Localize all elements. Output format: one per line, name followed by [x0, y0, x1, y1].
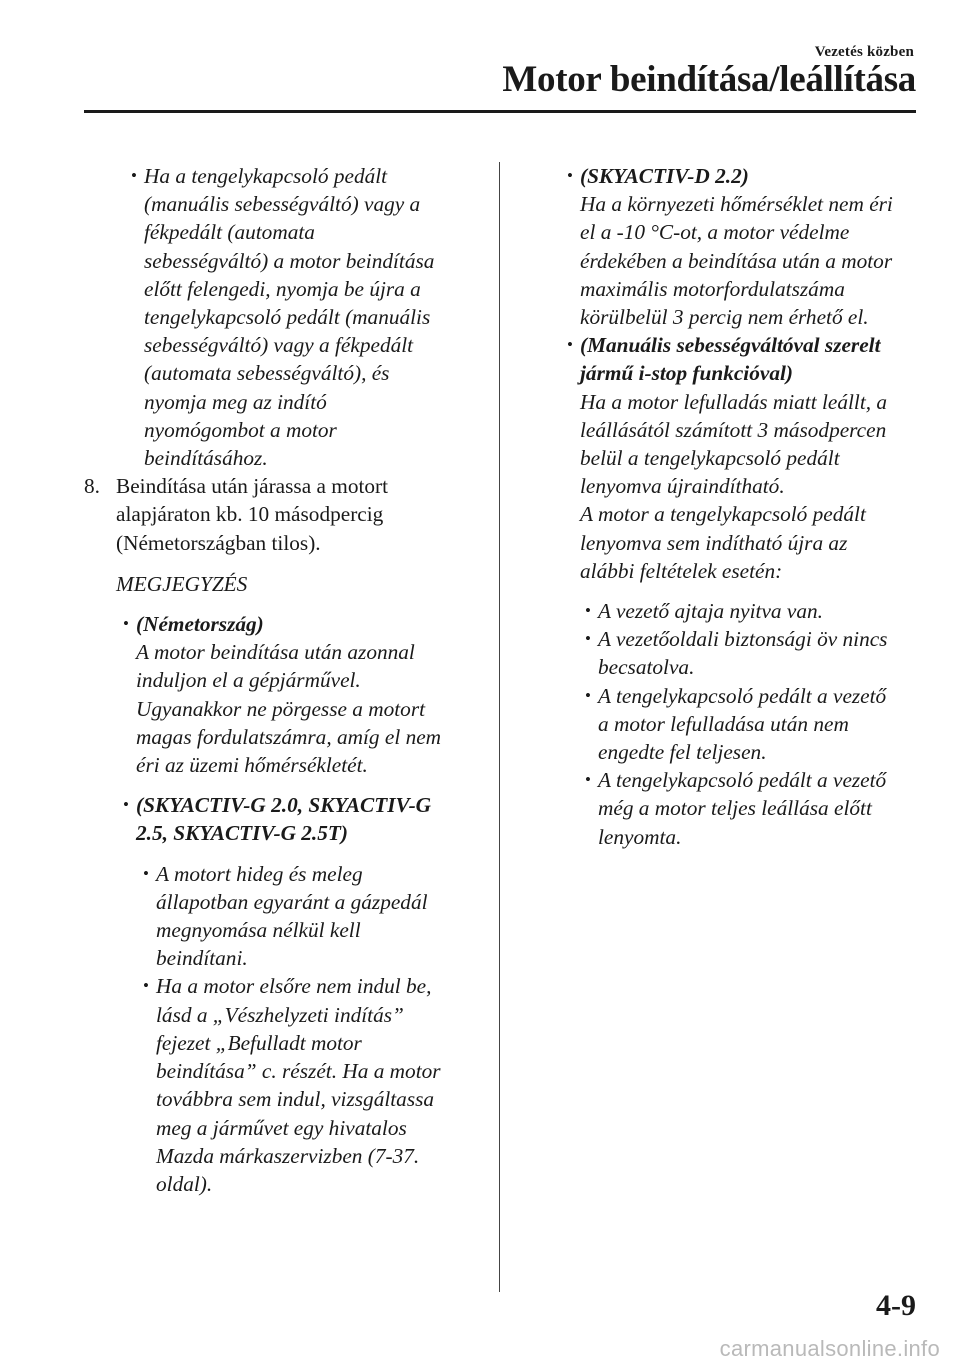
bullet-dot: •	[143, 863, 149, 883]
text-line: Ha a környezeti hőmérséklet nem éri	[580, 192, 893, 217]
text-line: alapjáraton kb. 10 másodpercig	[116, 502, 384, 527]
condition-text	[598, 625, 925, 681]
skyactiv-d-title: (SKYACTIV-D 2.2)	[580, 164, 749, 188]
text-line: A tengelykapcsoló pedált a vezető	[598, 683, 887, 708]
text-line: lásd a „Vészhelyzeti indítás”	[156, 1002, 404, 1027]
condition-item	[585, 597, 925, 625]
skyactiv-d-text	[580, 190, 925, 331]
text-line: lenyomva újraindítható.	[580, 474, 785, 499]
text-line: jármű i-stop funkcióval)	[580, 361, 793, 386]
bullet-dot: •	[143, 976, 149, 996]
header-rule	[84, 110, 916, 113]
step-8	[84, 472, 484, 557]
text-line: Mazda márkaszervizben (7-37.	[156, 1143, 420, 1168]
text-line: el a -10 °C-ot, a motor védelme	[580, 220, 850, 245]
text-line: előtt felengedi, nyomja be újra a	[144, 276, 421, 301]
page-title: Motor beindítása/leállítása	[502, 59, 916, 100]
condition-item	[585, 682, 925, 767]
note-heading: MEGJEGYZÉS	[116, 571, 248, 596]
text-line: beindításához.	[144, 446, 268, 471]
skyactiv-g-note	[123, 791, 484, 847]
condition-item	[585, 625, 925, 681]
skyactiv-g-title	[136, 791, 484, 847]
bullet-dot: •	[585, 770, 591, 790]
text-line: (SKYACTIV-G 2.0, SKYACTIV-G	[136, 793, 432, 818]
text-line: alábbi feltételek esetén:	[580, 558, 783, 583]
germany-note	[123, 610, 484, 779]
text-line: A motor beindítása után azonnal	[136, 640, 415, 665]
text-line: 2.5, SKYACTIV-G 2.5T)	[136, 821, 349, 846]
text-line: A motort hideg és meleg	[156, 861, 363, 886]
section-label: Vezetés közben	[814, 44, 914, 60]
text-line: beindítani.	[156, 946, 248, 971]
text-line: sebességváltó) vagy a fékpedált	[144, 333, 414, 358]
germany-text	[136, 638, 484, 779]
text-line: leállásától számított 3 másodpercen	[580, 417, 887, 442]
right-column	[555, 162, 925, 851]
text-line: körülbelül 3 percig nem érhető el.	[580, 305, 869, 330]
bullet-dot: •	[123, 614, 129, 634]
text-line: belül a tengelykapcsoló pedált	[580, 446, 840, 471]
text-line: induljon el a gépjárművel.	[136, 668, 361, 693]
text-line: (manuális sebességváltó) vagy a	[144, 192, 421, 217]
bullet-dot: •	[567, 335, 573, 355]
text-line: éri az üzemi hőmérsékletét.	[136, 753, 368, 778]
text-line: állapotban egyaránt a gázpedál	[156, 889, 428, 914]
text-line: Ha a motor elsőre nem indul be,	[156, 974, 432, 999]
clutch-pedal-bullet	[131, 162, 484, 472]
text-line: lenyomva sem indítható újra az	[580, 530, 848, 555]
istop-note	[567, 331, 925, 585]
text-line: fékpedált (automata	[144, 220, 315, 245]
text-line: a motor lefulladása után nem	[598, 711, 849, 736]
text-line: nyomógombot a motor	[144, 417, 337, 442]
text-line: Beindítása után járassa a motort	[116, 474, 389, 499]
condition-item	[585, 766, 925, 851]
bullet-dot: •	[585, 629, 591, 649]
text-line: becsatolva.	[598, 655, 695, 680]
text-line: nyomja meg az indító	[144, 389, 327, 414]
skyactiv-g-bullet-2-text	[156, 972, 484, 1198]
column-divider	[499, 162, 500, 1292]
watermark: carmanualsonline.info	[719, 1336, 940, 1361]
text-line: Ugyanakkor ne pörgesse a motort	[136, 696, 426, 721]
text-line: (automata sebességváltó), és	[144, 361, 390, 386]
text-line: meg a járművet egy hivatalos	[156, 1115, 407, 1140]
text-line: magas fordulatszámra, amíg el nem	[136, 724, 442, 749]
germany-title: (Németország)	[136, 612, 264, 637]
skyactiv-g-bullet-1	[143, 860, 484, 973]
text-line: érdekében a beindítása után a motor	[580, 248, 893, 273]
text-line: megnyomása nélkül kell	[156, 918, 361, 943]
text-line: A vezetőoldali biztonsági öv nincs	[598, 627, 888, 652]
step-8-number: 8.	[84, 474, 100, 499]
text-line: továbbra sem indul, vizsgáltassa	[156, 1087, 435, 1112]
bullet-dot: •	[123, 795, 129, 815]
text-line: tengelykapcsoló pedált (manuális	[144, 305, 431, 330]
condition-text	[598, 682, 925, 767]
page-number: 4-9	[876, 1289, 916, 1322]
bullet-dot: •	[567, 166, 573, 185]
condition-text	[598, 766, 925, 851]
text-line: A motor a tengelykapcsoló pedált	[580, 502, 866, 527]
step-8-text	[116, 472, 484, 557]
skyactiv-g-bullet-1-text	[156, 860, 484, 973]
skyactiv-d-note	[567, 162, 925, 331]
text-line: A vezető ajtaja nyitva van.	[598, 599, 823, 624]
text-line: lenyomta.	[598, 824, 682, 849]
text-line: maximális motorfordulatszáma	[580, 276, 845, 301]
text-line: Ha a motor lefulladás miatt leállt, a	[580, 389, 888, 414]
text-line: sebességváltó) a motor beindítása	[144, 248, 435, 273]
bullet-dot: •	[585, 685, 591, 705]
condition-list	[555, 597, 925, 851]
text-line: (Németországban tilos).	[116, 530, 321, 555]
condition-text	[598, 597, 925, 625]
text-line: A tengelykapcsoló pedált a vezető	[598, 768, 887, 793]
text-line: oldal).	[156, 1171, 213, 1196]
text-line: engedte fel teljesen.	[598, 740, 767, 765]
text-line: beindítása” c. részét. Ha a motor	[156, 1059, 441, 1084]
text-line: fejezet „Befulladt motor	[156, 1030, 362, 1055]
text-line: (Manuális sebességváltóval szerelt	[580, 333, 881, 358]
text-line: Ha a tengelykapcsoló pedált	[144, 164, 388, 188]
skyactiv-g-bullet-2	[143, 972, 484, 1198]
istop-title	[580, 331, 925, 387]
bullet-dot: •	[131, 166, 137, 185]
text-line: még a motor teljes leállása előtt	[598, 796, 872, 821]
left-column	[84, 162, 484, 1198]
bullet-dot: •	[585, 601, 591, 621]
istop-text	[580, 388, 925, 585]
clutch-pedal-text	[144, 162, 484, 472]
